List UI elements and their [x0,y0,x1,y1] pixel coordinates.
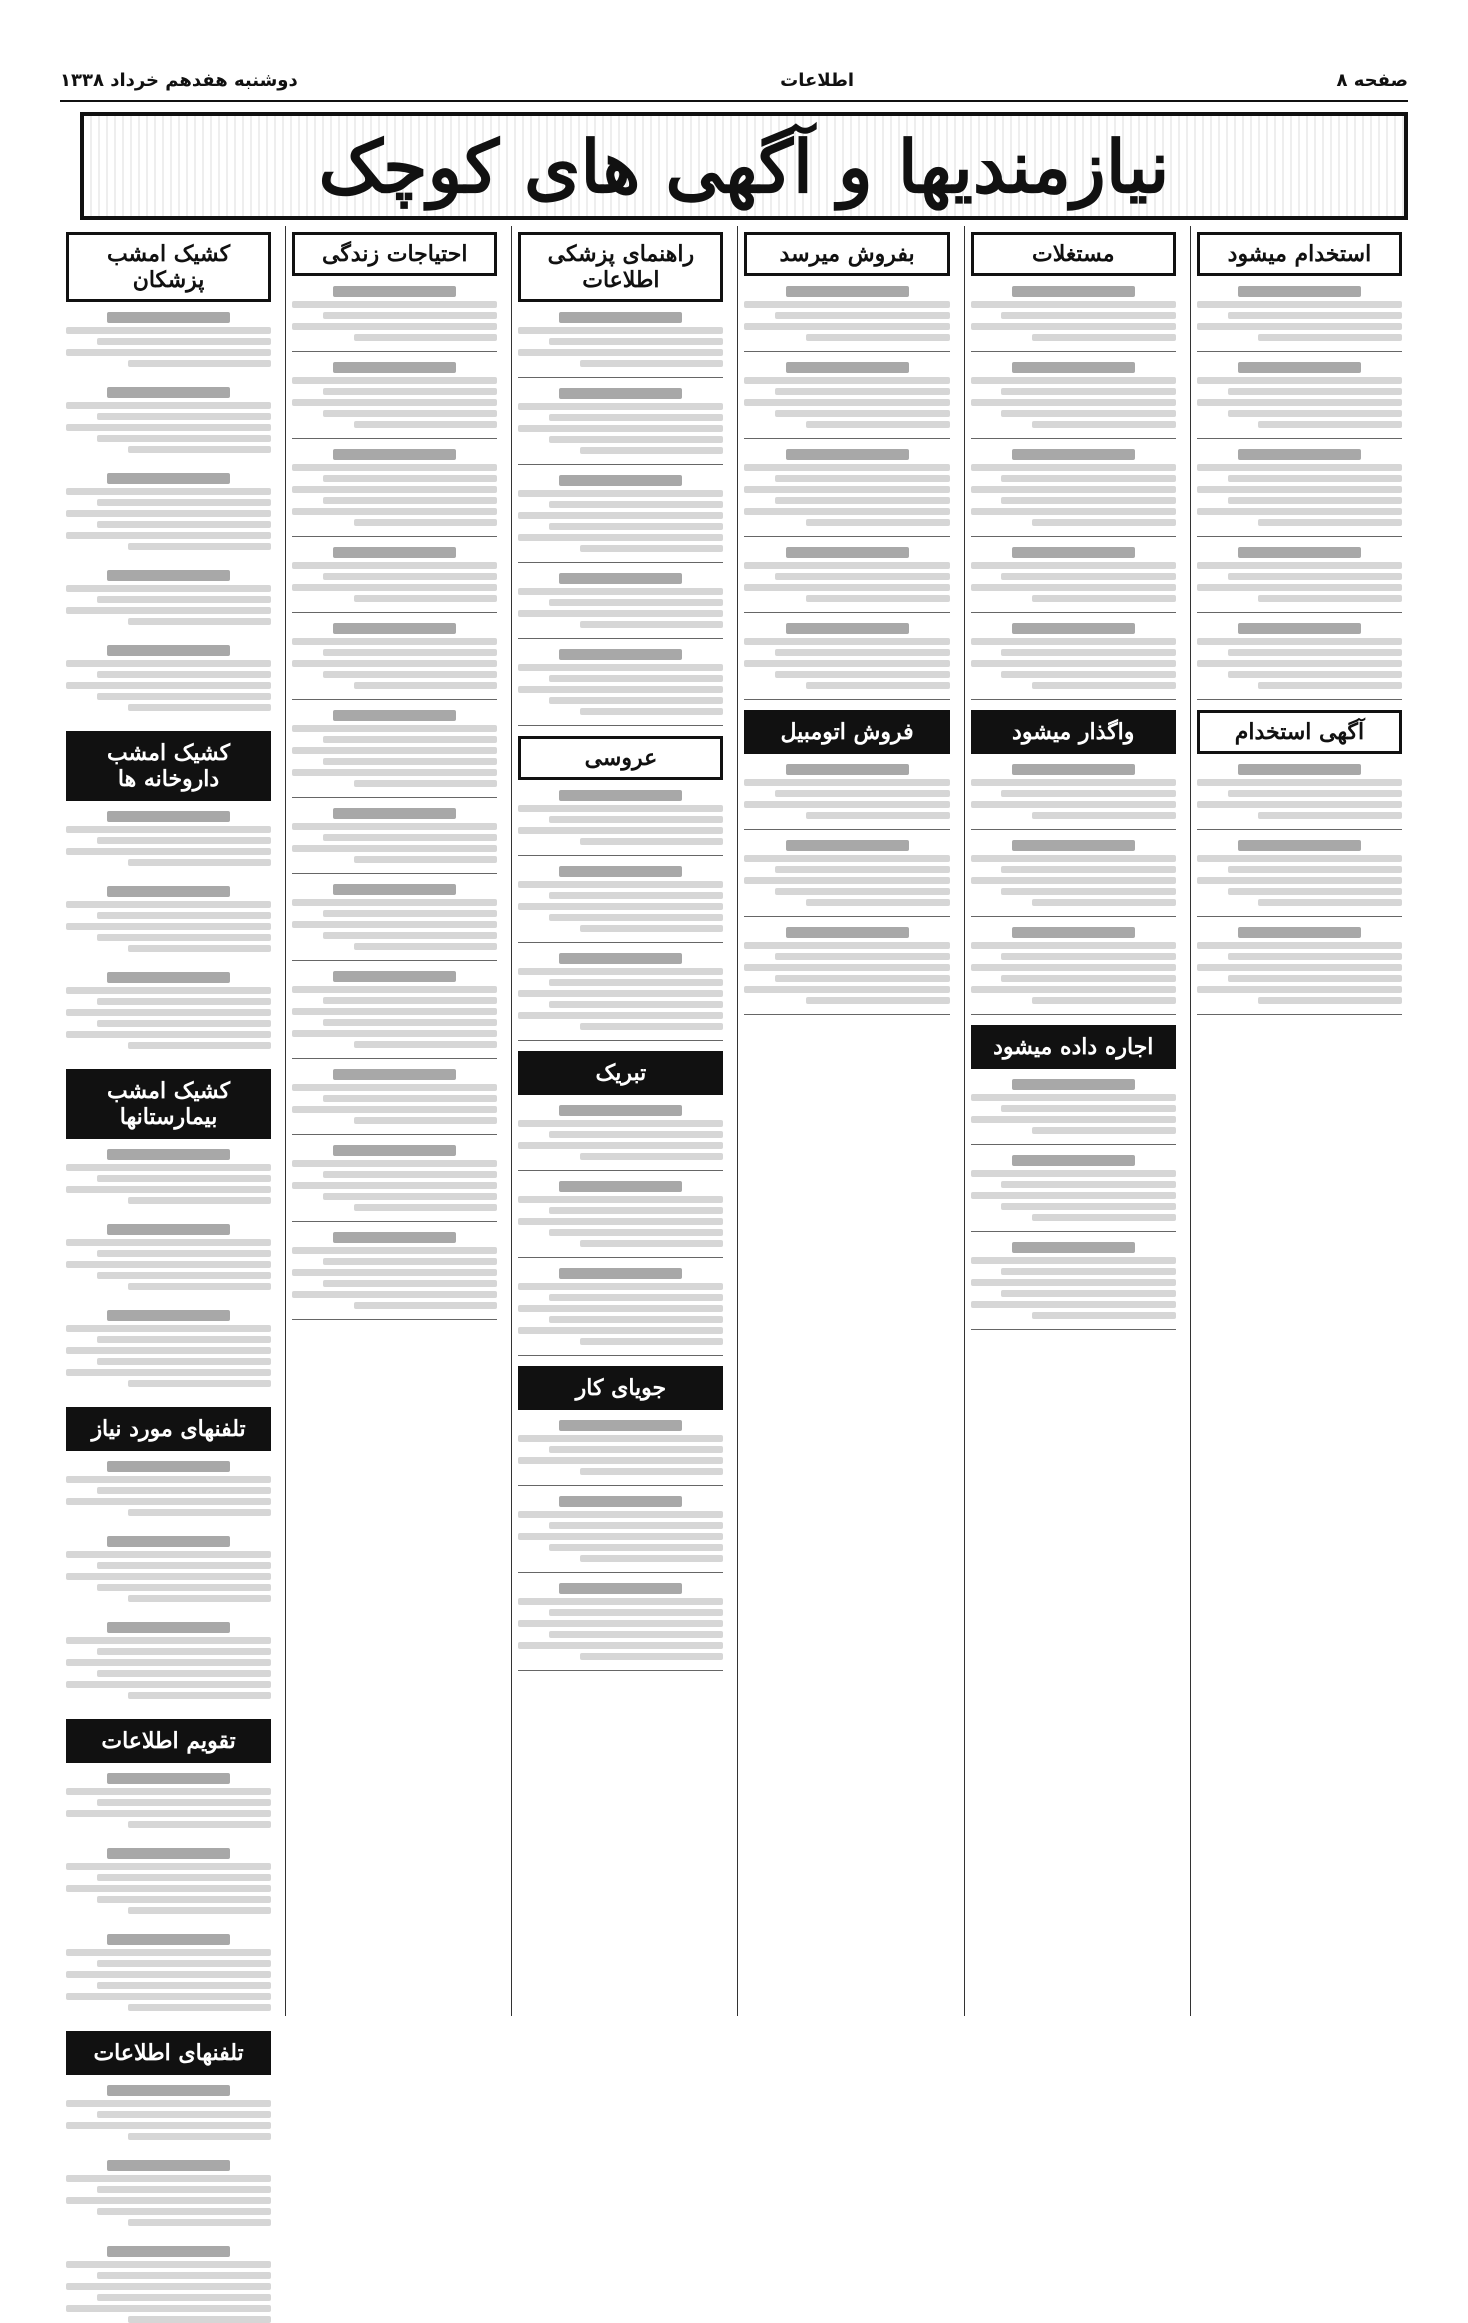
ad-text-placeholder [518,1496,723,1562]
column-3 [737,226,955,2016]
ad-divider [292,873,497,874]
ad-divider [971,438,1176,439]
ad-text-placeholder [744,764,949,819]
date-line: دوشنبه هفدهم خرداد ۱۳۳۸ [60,69,298,91]
ad-divider [1197,351,1402,352]
ad-divider [971,351,1176,352]
ad-text-placeholder [66,1622,271,1699]
section-heading: کشیک امشب بیمارستانها [66,1069,271,1139]
ad-divider [1197,699,1402,700]
ad-text-placeholder [292,1145,497,1211]
ad-text-placeholder [1197,623,1402,689]
ad-divider [1197,612,1402,613]
ad-text-placeholder [744,362,949,428]
section-heading: جویای کار [518,1366,723,1410]
ad-divider [518,1040,723,1041]
ad-text-placeholder [292,449,497,526]
ad-text-placeholder [971,623,1176,689]
ad-divider [518,638,723,639]
ad-text-placeholder [66,1461,271,1516]
ad-text-placeholder [518,1181,723,1247]
ad-divider [1197,1014,1402,1015]
ad-text-placeholder [66,2246,271,2323]
banner [80,112,1408,220]
ad-divider [518,1170,723,1171]
ad-text-placeholder [292,808,497,863]
ad-divider [292,351,497,352]
ad-divider [518,1355,723,1356]
ad-text-placeholder [1197,286,1402,341]
ad-divider [744,699,949,700]
ad-divider [971,536,1176,537]
ad-divider [971,1231,1176,1232]
section-heading: تقویم اطلاعات [66,1719,271,1763]
ad-text-placeholder [66,2085,271,2140]
ad-text-placeholder [971,1079,1176,1134]
page-label: صفحه ۸ [1336,69,1408,91]
ad-divider [1197,536,1402,537]
ad-divider [971,1329,1176,1330]
paper-name: اطلاعات [780,69,855,91]
ad-divider [292,1058,497,1059]
section-heading: بفروش میرسد [744,232,949,276]
section-heading: تلفنهای اطلاعات [66,2031,271,2075]
section-heading: کشیک امشب پزشکان [66,232,271,302]
ad-text-placeholder [66,473,271,550]
section-heading: آگهی استخدام [1197,710,1402,754]
ad-text-placeholder [971,449,1176,526]
ad-text-placeholder [971,1155,1176,1221]
column-6 [60,226,277,2066]
ad-text-placeholder [1197,840,1402,906]
ad-divider [518,377,723,378]
ad-text-placeholder [66,645,271,711]
ad-divider [292,797,497,798]
ad-divider [292,612,497,613]
ad-text-placeholder [66,312,271,367]
ad-divider [971,699,1176,700]
section-heading: عروسی [518,736,723,780]
ad-divider [971,1144,1176,1145]
ad-text-placeholder [66,972,271,1049]
ad-divider [518,1485,723,1486]
ad-text-placeholder [518,573,723,628]
ad-text-placeholder [518,953,723,1030]
ad-text-placeholder [518,1105,723,1160]
ad-text-placeholder [971,927,1176,1004]
column-4 [511,226,729,2016]
ad-text-placeholder [66,1536,271,1602]
ad-text-placeholder [518,475,723,552]
ad-divider [518,464,723,465]
ad-divider [744,916,949,917]
ad-text-placeholder [292,362,497,428]
ad-text-placeholder [971,764,1176,819]
section-heading: اجاره داده میشود [971,1025,1176,1069]
column-5 [285,226,503,2016]
section-heading: راهنمای پزشکی اطلاعات [518,232,723,302]
ad-text-placeholder [292,1232,497,1309]
ad-text-placeholder [292,286,497,341]
ad-divider [292,699,497,700]
ad-divider [292,438,497,439]
ad-divider [1197,438,1402,439]
column-1 [1190,226,1408,2016]
ad-text-placeholder [66,1224,271,1290]
ad-text-placeholder [971,286,1176,341]
ad-divider [292,1134,497,1135]
ad-divider [518,1257,723,1258]
ad-divider [744,351,949,352]
ad-divider [1197,829,1402,830]
section-heading: احتیاجات زندگی [292,232,497,276]
ad-text-placeholder [66,886,271,952]
ad-text-placeholder [66,570,271,625]
ad-divider [292,1221,497,1222]
ad-divider [971,612,1176,613]
column-2 [964,226,1182,2016]
ad-text-placeholder [744,623,949,689]
ad-text-placeholder [744,840,949,906]
ad-text-placeholder [744,449,949,526]
ad-text-placeholder [971,840,1176,906]
ad-divider [292,1319,497,1320]
ad-text-placeholder [66,387,271,453]
ad-divider [518,1572,723,1573]
masthead [60,60,1408,102]
ad-columns [60,226,1408,2066]
section-heading: استخدام میشود [1197,232,1402,276]
ad-divider [292,960,497,961]
ad-text-placeholder [518,1268,723,1345]
ad-text-placeholder [292,547,497,602]
ad-divider [971,1014,1176,1015]
ad-text-placeholder [971,547,1176,602]
section-heading: کشیک امشب داروخانه ها [66,731,271,801]
ad-divider [518,725,723,726]
ad-text-placeholder [744,547,949,602]
ad-text-placeholder [66,1310,271,1387]
ad-divider [1197,916,1402,917]
ad-text-placeholder [292,710,497,787]
ad-divider [518,562,723,563]
ad-text-placeholder [518,312,723,367]
ad-text-placeholder [292,1069,497,1124]
ad-divider [971,829,1176,830]
ad-divider [518,1670,723,1671]
section-heading: واگذار میشود [971,710,1176,754]
section-heading: تبریک [518,1051,723,1095]
ad-text-placeholder [518,790,723,845]
ad-text-placeholder [971,362,1176,428]
ad-text-placeholder [292,884,497,950]
ad-divider [971,916,1176,917]
ad-divider [744,612,949,613]
ad-text-placeholder [292,971,497,1048]
section-heading: مستغلات [971,232,1176,276]
ad-divider [518,942,723,943]
ad-divider [744,438,949,439]
banner-title: نیازمندیها و آگهی های کوچک [318,123,1170,209]
ad-divider [292,536,497,537]
ad-text-placeholder [66,1848,271,1914]
ad-text-placeholder [518,866,723,932]
ad-divider [518,855,723,856]
ad-text-placeholder [66,1149,271,1204]
ad-text-placeholder [1197,764,1402,819]
ad-text-placeholder [66,1773,271,1828]
ad-text-placeholder [66,1934,271,2011]
section-heading: تلفنهای مورد نیاز [66,1407,271,1451]
ad-text-placeholder [66,2160,271,2226]
ad-text-placeholder [66,811,271,866]
ad-text-placeholder [292,623,497,689]
ad-text-placeholder [518,388,723,454]
ad-text-placeholder [518,649,723,715]
ad-text-placeholder [518,1583,723,1660]
ad-text-placeholder [1197,927,1402,1004]
ad-text-placeholder [744,927,949,1004]
ad-text-placeholder [1197,449,1402,526]
ad-text-placeholder [1197,547,1402,602]
section-heading: فروش اتومبیل [744,710,949,754]
ad-divider [744,1014,949,1015]
ad-text-placeholder [971,1242,1176,1319]
ad-text-placeholder [518,1420,723,1475]
ad-text-placeholder [1197,362,1402,428]
ad-text-placeholder [744,286,949,341]
ad-divider [744,829,949,830]
ad-divider [744,536,949,537]
